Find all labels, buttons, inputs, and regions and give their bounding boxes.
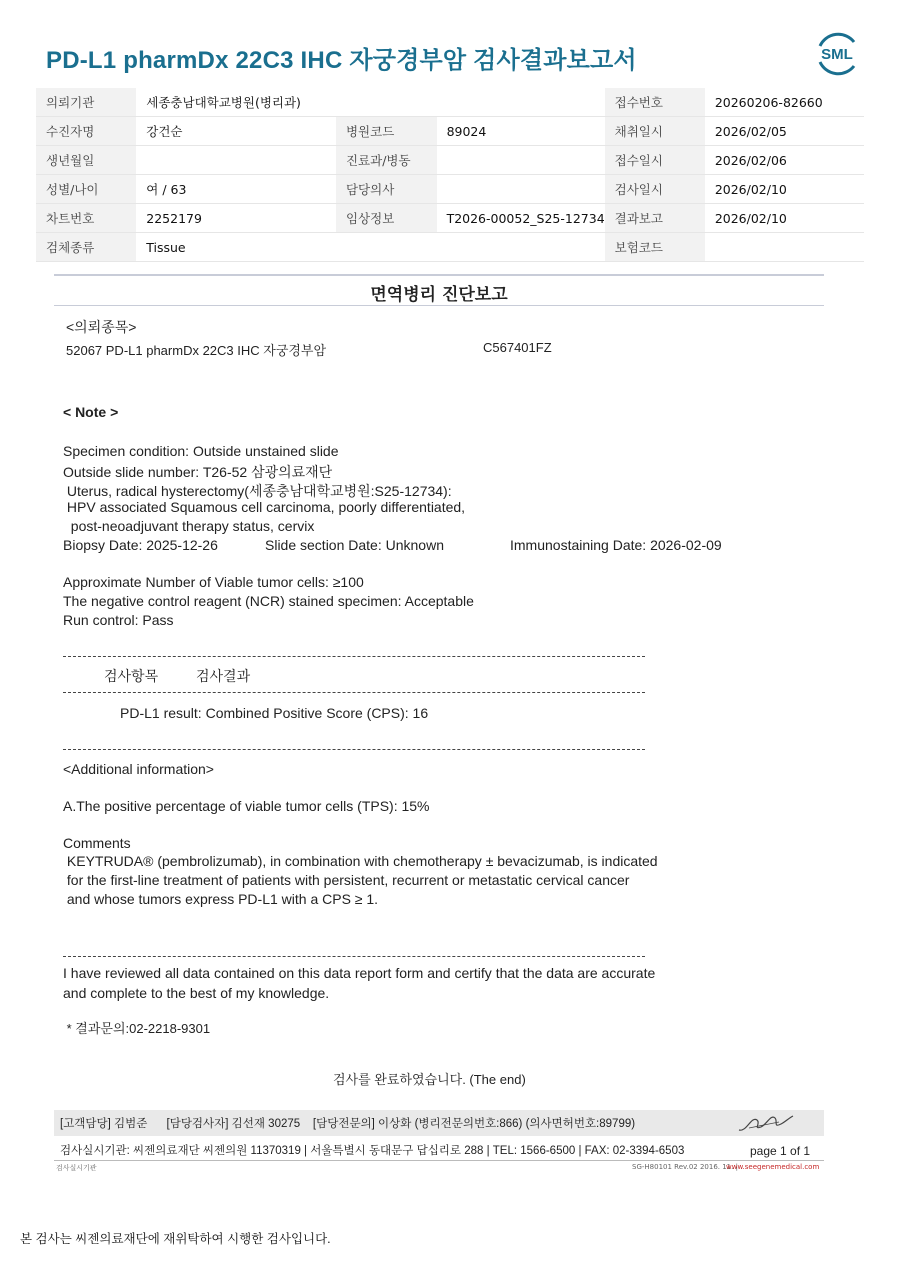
outsourcing-note: 본 검사는 씨젠의료재단에 재위탁하여 시행한 검사입니다. <box>20 1232 331 1246</box>
certify-line: I have reviewed all data contained on this data report form and certify that the data are accurate <box>63 965 656 981</box>
sex-age-label: 성별/나이 <box>36 175 136 204</box>
footer-rule <box>54 1160 824 1161</box>
comment-line: KEYTRUDA® (pembrolizumab), in combination with chemotherapy ± bevacizumab, is indicated <box>63 853 658 869</box>
clinical-value: T2026-00052_S25-12734 <box>437 204 605 233</box>
patient-info-table <box>36 88 864 262</box>
exam-date-label: 검사일시 <box>605 175 705 204</box>
info-row <box>36 175 864 204</box>
comment-line: and whose tumors express PD-L1 with a CPS ≥ 1. <box>63 891 379 907</box>
hospital-code-value: 89024 <box>437 117 605 146</box>
dashed-divider <box>63 656 645 657</box>
biopsy-date: Biopsy Date: 2025-12-26 <box>63 537 218 553</box>
note-line: Uterus, radical hysterectomy(세종충남대학교병원:S25-12734): <box>63 483 452 499</box>
receipt-no-label: 접수번호 <box>605 88 705 117</box>
sml-logo <box>812 30 862 76</box>
info-row <box>36 88 864 117</box>
specimen-label: 검체종류 <box>36 233 136 262</box>
clinical-label: 임상정보 <box>336 204 437 233</box>
birth-label: 생년월일 <box>36 146 136 175</box>
institution-label: 의뢰기관 <box>36 88 136 117</box>
order-heading: <의뢰종목> <box>66 319 137 335</box>
receipt-no-value: 20260206-82660 <box>705 88 864 117</box>
patient-value: 강건순 <box>136 117 336 146</box>
insurance-value <box>705 233 864 262</box>
sex-age-value: 여 / 63 <box>136 175 336 204</box>
logo-text: SML <box>821 46 853 63</box>
collection-date-value: 2026/02/05 <box>705 117 864 146</box>
doctor-label: 담당의사 <box>336 175 437 204</box>
doctor-value <box>437 175 605 204</box>
immunostaining-date: Immunostaining Date: 2026-02-09 <box>510 537 722 553</box>
order-item: 52067 PD-L1 pharmDx 22C3 IHC 자궁경부암 <box>66 343 327 358</box>
report-date-value: 2026/02/10 <box>705 204 864 233</box>
lab-info-line: 검사실시기관: 씨젠의료재단 씨젠의원 11370319 | 서울특별시 동대문구 답십리로 288 | TEL: 1566-6500 | FAX: 02-3394-6503 <box>60 1145 685 1157</box>
insurance-label: 보험코드 <box>605 233 705 262</box>
comments-heading: Comments <box>63 835 131 851</box>
pdl1-result: PD-L1 result: Combined Positive Score (CPS): 16 <box>120 705 429 721</box>
hospital-code-label: 병원코드 <box>336 117 437 146</box>
specimen-value: Tissue <box>136 233 604 262</box>
tps-result: A.The positive percentage of viable tumor cells (TPS): 15% <box>63 798 430 814</box>
dept-label: 진료과/병동 <box>336 146 437 175</box>
note-line: post-neoadjuvant therapy status, cervix <box>63 518 315 534</box>
heading-top-rule <box>54 274 824 276</box>
note-line: Outside slide number: T26-52 삼광의료재단 <box>63 464 333 480</box>
signature-image <box>735 1110 795 1136</box>
footer-small-right: SG-H80101 Rev.02 2016. 11. | <box>632 1163 738 1171</box>
note-heading: < Note > <box>63 404 119 420</box>
dept-value <box>437 146 605 175</box>
info-row <box>36 233 864 262</box>
comment-line: for the first-line treatment of patients with persistent, recurrent or metastatic cervical cancer <box>63 872 630 888</box>
qc-line: The negative control reagent (NCR) stained specimen: Acceptable <box>63 593 474 609</box>
dashed-divider <box>63 956 645 957</box>
order-code: C567401FZ <box>483 340 552 355</box>
info-row <box>36 117 864 146</box>
end-text: 검사를 완료하였습니다. (The end) <box>333 1072 526 1087</box>
exam-date-value: 2026/02/10 <box>705 175 864 204</box>
info-row <box>36 204 864 233</box>
info-row <box>36 146 864 175</box>
chart-label: 차트번호 <box>36 204 136 233</box>
birth-value <box>136 146 336 175</box>
result-contact: * 결과문의:02-2218-9301 <box>63 1021 211 1036</box>
certify-line: and complete to the best of my knowledge. <box>63 985 330 1001</box>
receipt-date-value: 2026/02/06 <box>705 146 864 175</box>
qc-line: Run control: Pass <box>63 612 174 628</box>
report-title: PD-L1 pharmDx 22C3 IHC 자궁경부암 검사결과보고서 <box>46 47 637 74</box>
footer-small-left: 검사실시기관 <box>56 1164 97 1172</box>
receipt-date-label: 접수일시 <box>605 146 705 175</box>
collection-date-label: 채취일시 <box>605 117 705 146</box>
note-line: Specimen condition: Outside unstained slide <box>63 443 339 459</box>
dashed-divider <box>63 749 645 750</box>
report-date-label: 결과보고 <box>605 204 705 233</box>
report-heading: 면역병리 진단보고 <box>370 285 508 305</box>
heading-bottom-rule <box>54 305 824 306</box>
column-header-result: 검사결과 <box>196 668 251 684</box>
slide-section-date: Slide section Date: Unknown <box>265 537 444 553</box>
staff-line: [고객담당] 김범준 [담당검사자] 김선재 30275 [담당전문의] 이상화 (병리전문의번호:866) (의사면허번호:89799) <box>60 1118 636 1130</box>
column-header-item: 검사항목 <box>104 668 159 684</box>
qc-line: Approximate Number of Viable tumor cells: ≥100 <box>63 574 364 590</box>
footer-url: www.seegenemedical.com <box>726 1163 820 1171</box>
patient-label: 수진자명 <box>36 117 136 146</box>
note-line: HPV associated Squamous cell carcinoma, poorly differentiated, <box>63 499 466 515</box>
institution-value: 세종충남대학교병원(병리과) <box>136 88 604 117</box>
page-number: page 1 of 1 <box>750 1144 811 1158</box>
additional-info-heading: <Additional information> <box>63 761 214 777</box>
chart-value: 2252179 <box>136 204 336 233</box>
dashed-divider <box>63 692 645 693</box>
